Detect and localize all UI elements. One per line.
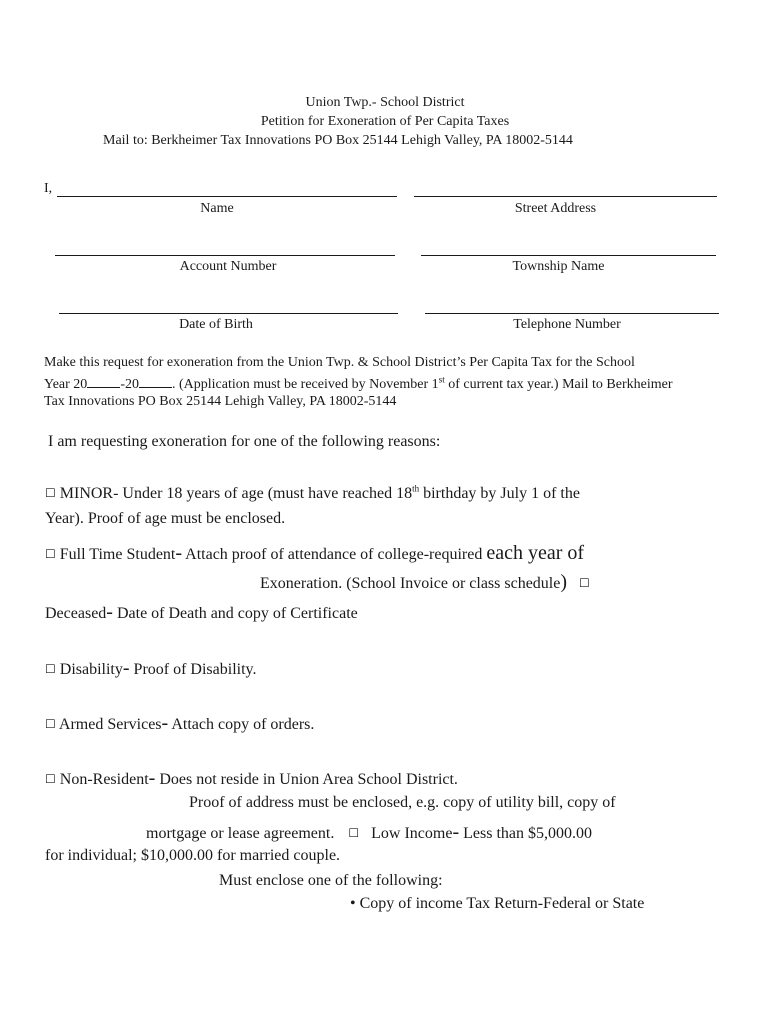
street-address-label: Street Address	[514, 201, 597, 216]
minor-proof-line: Year). Proof of age must be enclosed.	[45, 510, 286, 527]
low-income-dash: -	[452, 821, 460, 843]
reasons-heading: I am requesting exoneration for one of the following reasons:	[48, 433, 441, 450]
non-resident-text: Does not reside in Union Area School District.	[155, 771, 458, 788]
petition-title: Petition for Exoneration of Per Capita Taxes	[260, 114, 510, 129]
deceased-dash: -	[106, 601, 113, 623]
street-address-field[interactable]	[414, 196, 717, 197]
minor-text-2: birthday by July 1 of the	[419, 485, 580, 502]
disability-text: Proof of Disability.	[129, 661, 257, 678]
account-number-field[interactable]	[55, 255, 395, 256]
armed-services-checkbox[interactable]: ☐	[45, 717, 56, 731]
ordinal-suffix: st	[438, 374, 445, 385]
mail-to-text: of current tax year.) Mail to Berkheimer	[444, 377, 673, 392]
minor-ordinal: th	[412, 483, 420, 494]
reason-minor	[45, 485, 580, 503]
deceased-checkbox[interactable]: ☐	[579, 576, 590, 590]
student-dash: -	[175, 542, 183, 564]
student-text: Attach proof of attendance of college-required	[182, 546, 487, 563]
year-separator: -20	[120, 377, 139, 392]
i-prefix: I,	[44, 181, 53, 196]
reason-disability	[45, 657, 257, 680]
student-text-large: each year of	[486, 542, 585, 564]
year-prefix: Year 20	[44, 377, 88, 392]
township-name-field[interactable]	[421, 255, 716, 256]
reason-non-resident	[45, 767, 458, 790]
disability-title: Disability	[59, 661, 123, 678]
reason-full-time-student	[45, 542, 584, 565]
deceased-text: Date of Death and copy of Certificate	[112, 605, 358, 622]
low-income-bullet: • Copy of income Tax Return-Federal or State	[350, 895, 645, 912]
low-income-checkbox[interactable]: ☐	[348, 826, 360, 840]
armed-services-text: Attach copy of orders.	[168, 716, 315, 733]
telephone-number-field[interactable]	[425, 313, 719, 314]
low-income-enclose: Must enclose one of the following:	[219, 872, 443, 889]
low-income-amounts: for individual; $10,000.00 for married couple.	[45, 847, 341, 864]
low-income-title: Low Income	[371, 825, 453, 842]
request-line-2	[44, 375, 673, 393]
year-end-blank[interactable]	[139, 375, 172, 388]
request-line-3: Tax Innovations PO Box 25144 Lehigh Valley, PA 18002-5144	[44, 394, 397, 409]
date-of-birth-label: Date of Birth	[179, 317, 253, 332]
date-of-birth-field[interactable]	[59, 313, 398, 314]
non-resident-low-income-line	[146, 821, 592, 844]
name-field[interactable]	[57, 196, 397, 197]
student-checkbox[interactable]: ☐	[45, 547, 56, 561]
armed-services-dash: -	[161, 712, 169, 734]
name-label: Name	[200, 201, 234, 216]
student-title: Full Time Student	[59, 546, 176, 563]
non-resident-title: Non-Resident	[59, 771, 149, 788]
non-resident-checkbox[interactable]: ☐	[45, 772, 56, 786]
township-name-label: Township Name	[512, 259, 605, 274]
minor-text: MINOR- Under 18 years of age (must have reached 18	[59, 485, 413, 502]
deceased-title: Deceased	[45, 605, 107, 622]
disability-checkbox[interactable]: ☐	[45, 662, 56, 676]
disability-dash: -	[122, 657, 130, 679]
reason-deceased	[45, 601, 358, 624]
year-start-blank[interactable]	[87, 375, 120, 388]
non-resident-text-2: mortgage or lease agreement.	[146, 825, 335, 842]
account-number-label: Account Number	[179, 259, 277, 274]
deadline-text: . (Application must be received by November 1	[171, 377, 439, 392]
mail-to-line: Mail to: Berkheimer Tax Innovations PO Box 25144 Lehigh Valley, PA 18002-5144	[103, 133, 573, 148]
student-text-2: Exoneration. (School Invoice or class schedule	[260, 575, 561, 592]
minor-checkbox[interactable]: ☐	[45, 486, 56, 500]
non-resident-proof-line: Proof of address must be enclosed, e.g. copy of utility bill, copy of	[189, 794, 616, 811]
district-title: Union Twp.- School District	[305, 95, 465, 110]
non-resident-dash: -	[148, 767, 156, 789]
armed-services-title: Armed Services	[58, 716, 162, 733]
request-line-1: Make this request for exoneration from the Union Twp. & School District’s Per Capita Tax for the School	[44, 355, 635, 370]
student-paren: )	[560, 571, 568, 593]
telephone-number-label: Telephone Number	[513, 317, 621, 332]
reason-armed-services	[45, 712, 314, 735]
low-income-text: Less than $5,000.00	[459, 825, 592, 842]
student-line-2	[260, 571, 590, 594]
